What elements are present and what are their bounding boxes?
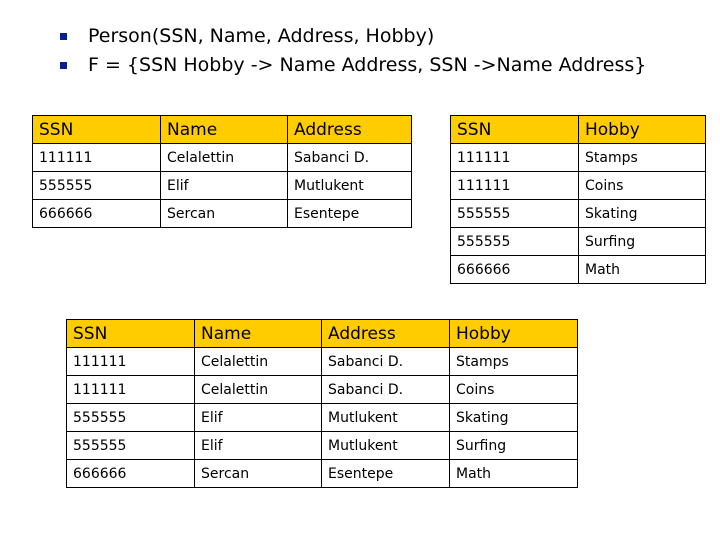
column-header: Name (161, 116, 288, 144)
table-row (33, 200, 412, 228)
table-row (67, 460, 578, 488)
table-cell: Celalettin (195, 348, 322, 376)
bullet-text: Person(SSN, Name, Address, Hobby) (88, 25, 435, 47)
bullet-item-fds (58, 51, 646, 80)
table-cell: Esentepe (288, 200, 412, 228)
column-header: Address (322, 320, 450, 348)
table-cell: 666666 (33, 200, 161, 228)
table-cell: Stamps (450, 348, 578, 376)
table-cell: Celalettin (161, 144, 288, 172)
table-cell: Math (450, 460, 578, 488)
table-cell: 555555 (451, 228, 579, 256)
table-row (67, 348, 578, 376)
table-cell: 555555 (451, 200, 579, 228)
table-cell: Elif (161, 172, 288, 200)
table-row (33, 172, 412, 200)
table-cell: 111111 (451, 172, 579, 200)
column-header: Address (288, 116, 412, 144)
table-header-row (451, 116, 706, 144)
table-cell: 111111 (67, 376, 195, 404)
square-bullet-icon (60, 62, 67, 69)
column-header: Hobby (450, 320, 578, 348)
table-row (451, 228, 706, 256)
table-cell: Skating (450, 404, 578, 432)
bullet-item-schema (58, 22, 646, 51)
table-row (33, 144, 412, 172)
table-cell: 555555 (67, 432, 195, 460)
column-header: SSN (67, 320, 195, 348)
table-cell: 111111 (67, 348, 195, 376)
table-cell: Coins (450, 376, 578, 404)
table-row (67, 404, 578, 432)
hobby-table (450, 115, 706, 284)
table-header-row (67, 320, 578, 348)
table-cell: Math (579, 256, 706, 284)
bullet-text: F = {SSN Hobby -> Name Address, SSN ->Name Address} (88, 54, 647, 76)
table-cell: Mutlukent (322, 432, 450, 460)
table-cell: Coins (579, 172, 706, 200)
joined-table (66, 319, 578, 488)
table-cell: Stamps (579, 144, 706, 172)
column-header: SSN (451, 116, 579, 144)
table-header-row (33, 116, 412, 144)
table-cell: Mutlukent (322, 404, 450, 432)
table-cell: 555555 (33, 172, 161, 200)
table-cell: Elif (195, 404, 322, 432)
table-row (67, 432, 578, 460)
table-cell: 111111 (451, 144, 579, 172)
column-header: Hobby (579, 116, 706, 144)
table-cell: Sercan (161, 200, 288, 228)
table-cell: Sabanci D. (288, 144, 412, 172)
table-cell: Sabanci D. (322, 348, 450, 376)
column-header: SSN (33, 116, 161, 144)
table-cell: Esentepe (322, 460, 450, 488)
table-row (451, 256, 706, 284)
table-row (67, 376, 578, 404)
table-cell: Celalettin (195, 376, 322, 404)
table-cell: Skating (579, 200, 706, 228)
table-cell: Sercan (195, 460, 322, 488)
table-row (451, 200, 706, 228)
table-cell: Surfing (579, 228, 706, 256)
table-row (451, 172, 706, 200)
table-cell: 111111 (33, 144, 161, 172)
table-cell: Sabanci D. (322, 376, 450, 404)
bullet-list (58, 22, 646, 80)
table-cell: Elif (195, 432, 322, 460)
table-cell: 666666 (67, 460, 195, 488)
table-cell: 555555 (67, 404, 195, 432)
person-table (32, 115, 412, 228)
table-cell: 666666 (451, 256, 579, 284)
table-row (451, 144, 706, 172)
column-header: Name (195, 320, 322, 348)
square-bullet-icon (60, 33, 67, 40)
table-cell: Mutlukent (288, 172, 412, 200)
table-cell: Surfing (450, 432, 578, 460)
